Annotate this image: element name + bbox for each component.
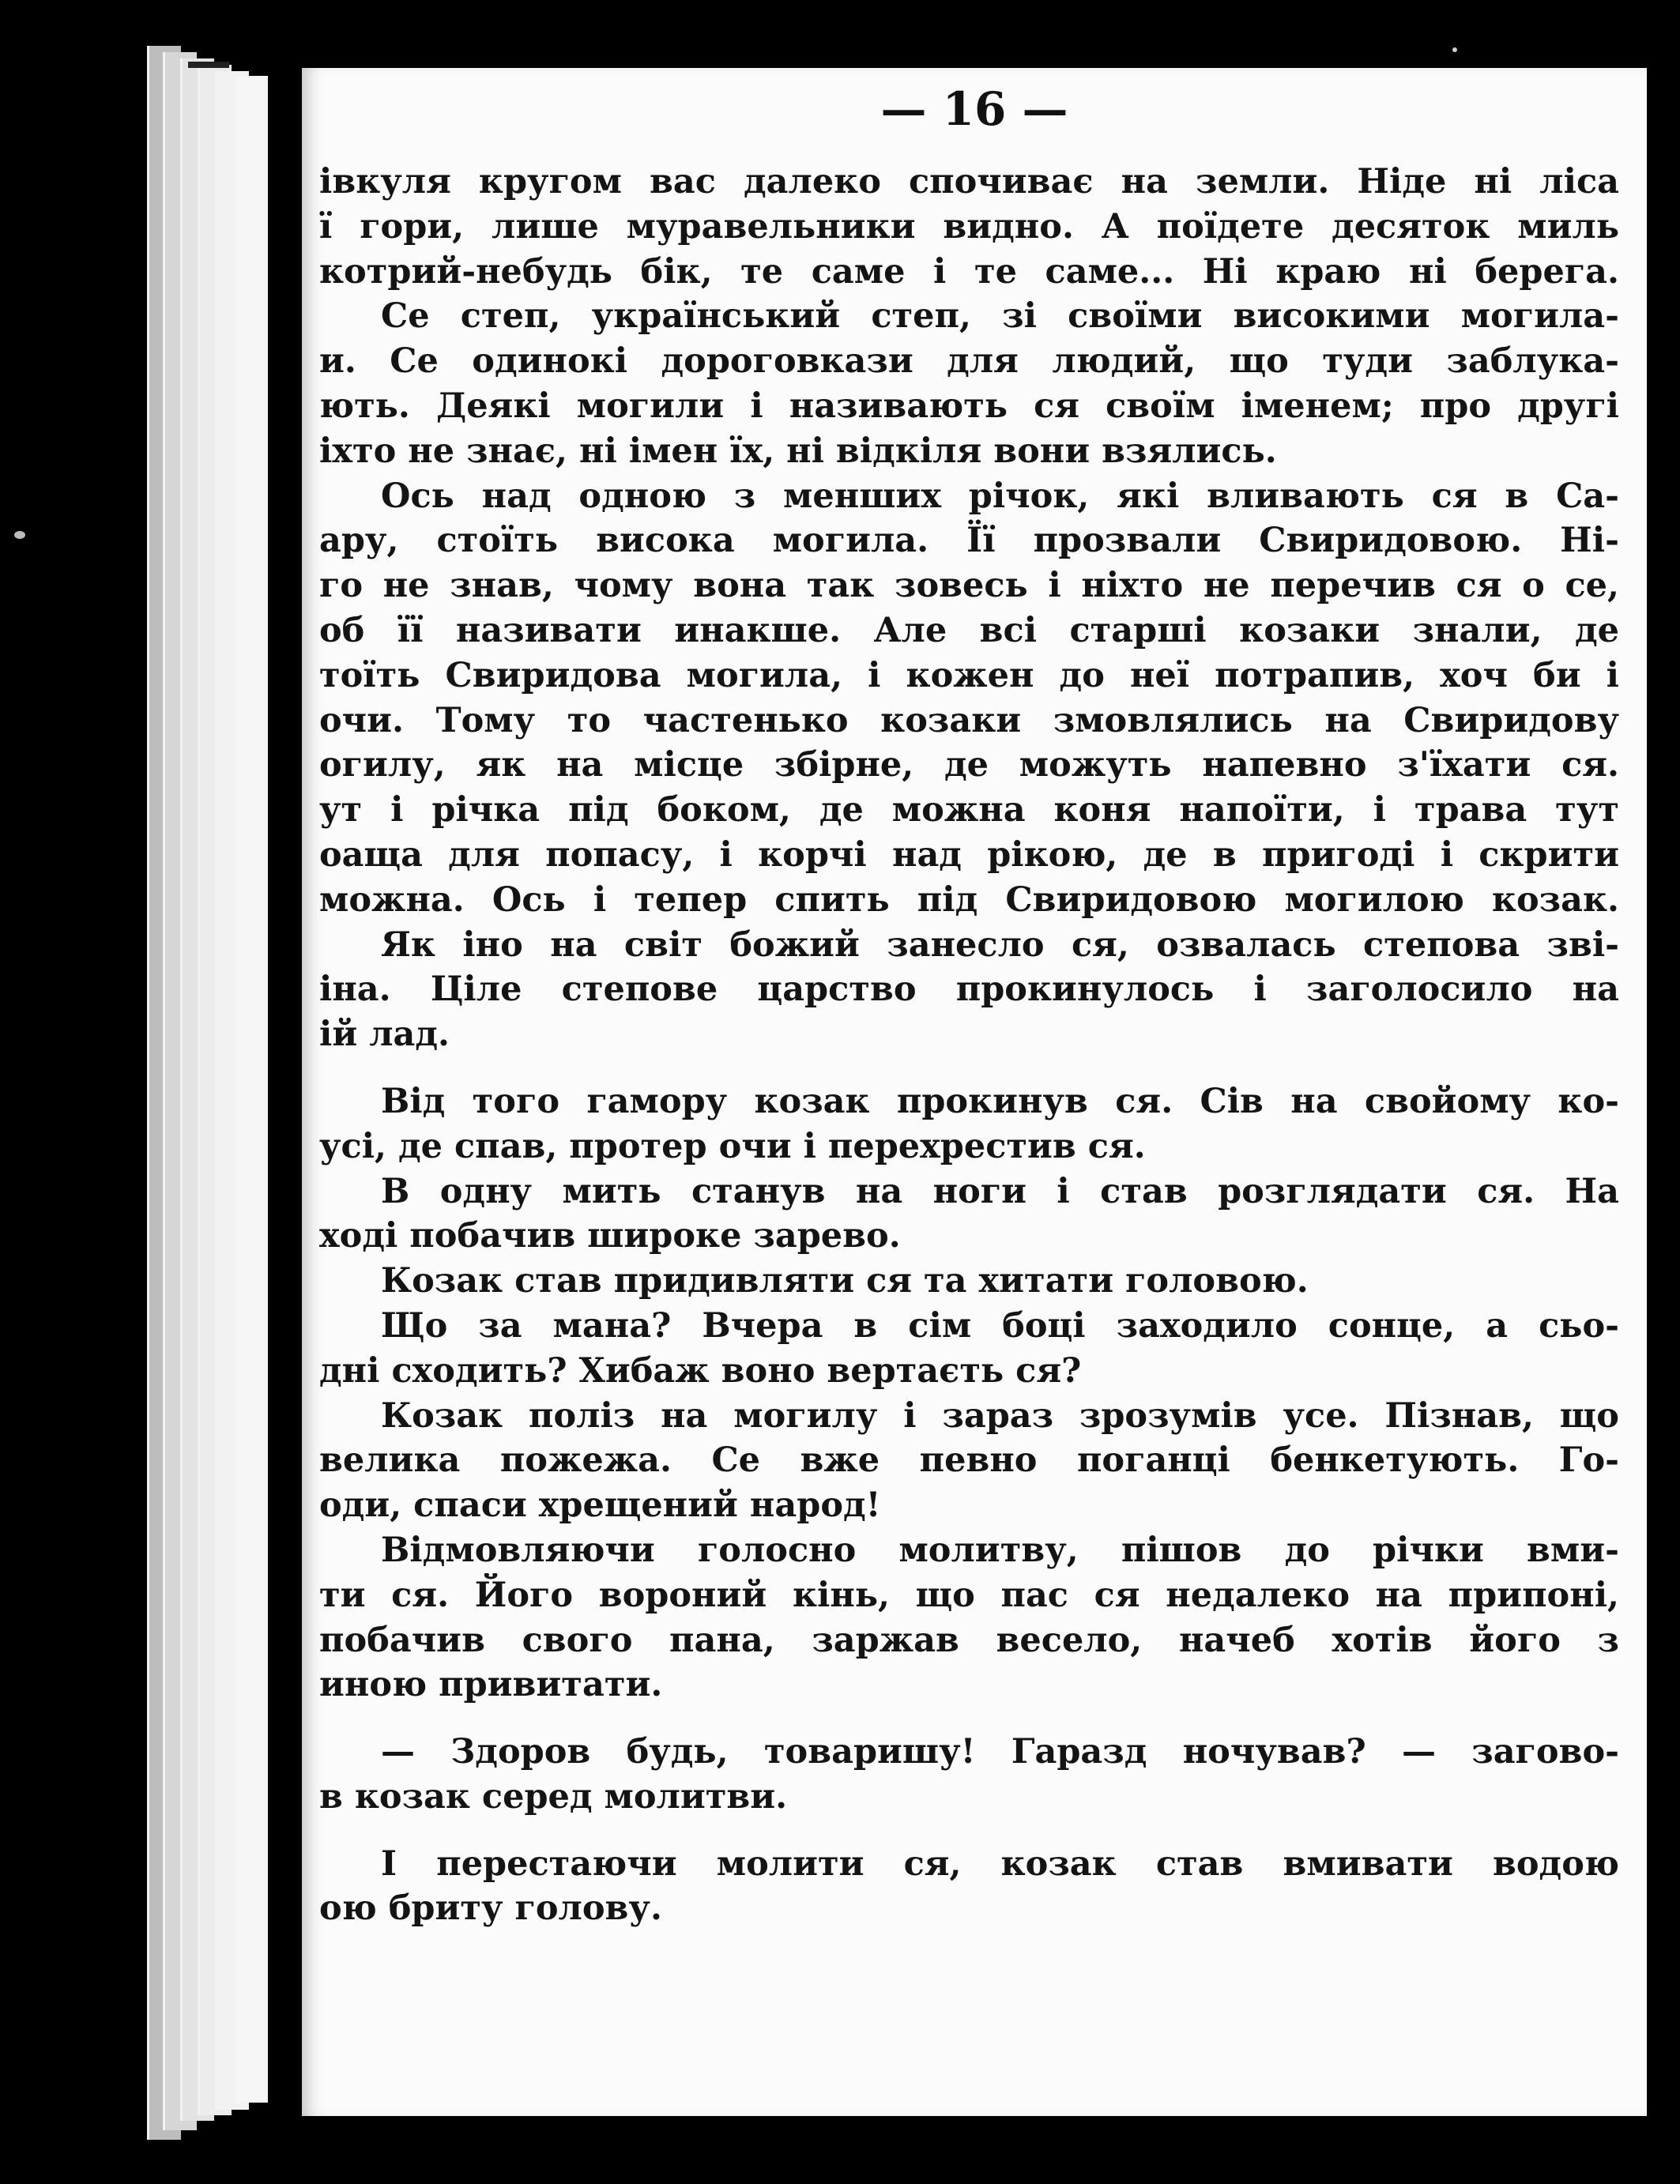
text-line: огилу, як на місце збірне, де можуть напевно з'їхати ся. xyxy=(319,745,1619,785)
text-line: ють. Деякі могили і називають ся своїм іменем; про другі xyxy=(319,386,1619,426)
text-line: ти ся. Його вороний кінь, що пас ся недалеко на припоні, xyxy=(319,1575,1619,1615)
text-line: В одну мить станув на ноги і став розглядати ся. На xyxy=(381,1171,1619,1211)
text-line: Се степ, український степ, зі своїми високими могила- xyxy=(381,296,1619,337)
page-number: — 16 — xyxy=(880,82,1068,136)
text-line: іхто не знає, ні імен їх, ні відкіля вони взялись. xyxy=(319,431,1277,471)
text-line: очи. Тому то частенько козаки змовлялись на Свиридову xyxy=(319,700,1619,740)
text-line: в козак серед молитви. xyxy=(319,1776,788,1817)
text-line: велика пожежа. Се вже певно поганці бенкетують. Го- xyxy=(319,1440,1619,1481)
body-text xyxy=(319,160,1619,1931)
text-line: Що за мана? Вчера в сім боці заходило сонце, а сьо- xyxy=(381,1305,1619,1346)
text-line: тоїть Свиридова могила, і кожен до неї потрапив, хоч би і xyxy=(319,655,1619,695)
text-line: І перестаючи молити ся, козак став вмивати водою xyxy=(381,1843,1619,1884)
text-line: иною привитати. xyxy=(319,1665,663,1705)
text-line: и. Се одинокі дороговкази для людий, що туди заблука- xyxy=(319,341,1619,382)
text-line: об її називати инакше. Але всі старші козаки знали, де xyxy=(319,610,1619,650)
text-line: Козак став придивляти ся та хитати головою. xyxy=(381,1261,1309,1301)
text-line: го не знав, чому вона так зовесь і ніхто не перечив ся о се, xyxy=(319,566,1619,606)
text-line: ї гори, лише муравельники видно. А поїдете десяток миль xyxy=(319,206,1619,247)
text-line: Від того гамору козак прокинув ся. Сів на свойому ко- xyxy=(381,1081,1619,1121)
scan-speck xyxy=(1452,47,1457,52)
text-line: можна. Ось і тепер спить під Свиридовою могилою козак. xyxy=(319,879,1619,920)
text-line: Козак поліз на могилу і зараз зрозумів усе. Пізнав, що xyxy=(381,1395,1619,1436)
text-line: Ось над одною з менших річок, які вливають ся в Са- xyxy=(381,476,1619,516)
text-line: — Здоров будь, товаришу! Гаразд ночував? — загово- xyxy=(381,1732,1619,1772)
text-line: котрий-небудь бік, те саме і те саме... Ні краю ні берега. xyxy=(319,251,1619,292)
page-edge-mark xyxy=(188,62,229,68)
text-line: ході побачив широке зарево. xyxy=(319,1216,901,1256)
book-page xyxy=(302,68,1647,2116)
text-line: Як іно на світ божий занесло ся, озвалась степова зві- xyxy=(381,924,1619,965)
text-line: дні сходить? Хибаж воно вертаєть ся? xyxy=(319,1350,1082,1391)
text-line: ару, стоїть висока могила. Її прозвали Свиридовою. Ні- xyxy=(319,521,1619,561)
text-line: Відмовляючи голосно молитву, пішов до річки вми- xyxy=(381,1530,1619,1570)
text-line: ій лад. xyxy=(319,1015,450,1055)
text-line: усі, де спав, протер очи і перехрестив ся. xyxy=(319,1126,1146,1166)
text-line: ут і річка під боком, де можна коня напоїти, і трава тут xyxy=(319,790,1619,830)
text-line: івкуля кругом вас далеко спочиває на земли. Ніде ні ліса xyxy=(319,162,1619,201)
text-line: побачив свого пана, заржав весело, начеб хотів його з xyxy=(319,1620,1619,1660)
text-line: іна. Ціле степове царство прокинулось і заголосило на xyxy=(319,970,1619,1010)
scan-speck xyxy=(14,531,25,539)
text-line: оаща для попасу, і корчі над рікою, де в пригоді і скрити xyxy=(319,834,1619,875)
text-line: ою бриту голову. xyxy=(319,1888,662,1929)
page-edge xyxy=(234,76,268,2103)
text-line: оди, спаси хрещений народ! xyxy=(319,1485,881,1526)
